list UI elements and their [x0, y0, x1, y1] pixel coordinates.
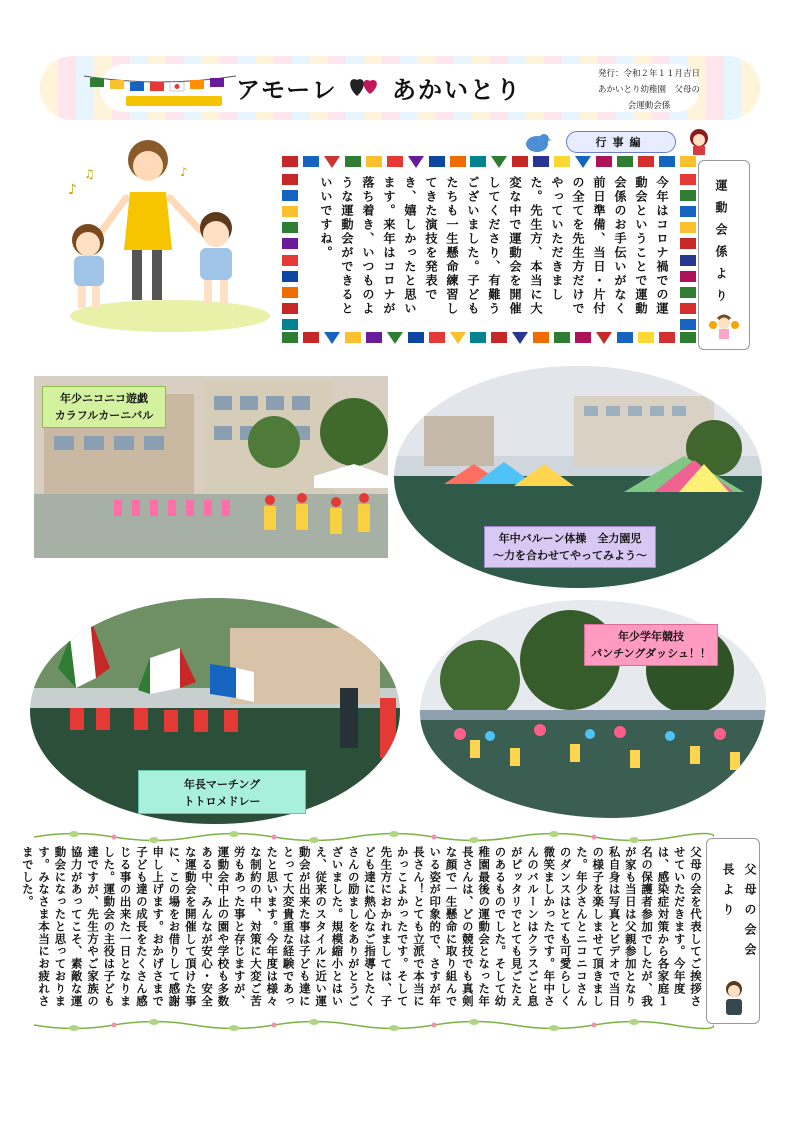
photo-caption-balloon: 年中バルーン体操 全力園児 〜力を合わせてやってみよう〜: [484, 526, 656, 568]
issue-info: [584, 66, 714, 114]
president-heading: 父母の会会長より: [721, 863, 757, 963]
issue-date: 発行：令和２年１１月吉日: [597, 69, 700, 79]
events-section-badge: 行事編: [566, 131, 676, 153]
mascot-bird-icon: [522, 130, 552, 154]
newsletter-title-left: アモーレ: [236, 76, 338, 104]
issue-committee: 会運動会係: [627, 101, 671, 111]
cheering-girl-icon: [709, 311, 739, 341]
sports-committee-heading-box: [698, 160, 750, 350]
photo-caption-carnival: 年少ニコニコ遊戯 カラフルカーニバル: [42, 386, 166, 428]
photo-caption-punching-dash: 年少学年競技 パンチングダッシュ！！: [584, 624, 718, 666]
vine-divider-bottom: [34, 1018, 714, 1032]
flag-column-right: [680, 174, 696, 330]
cheerleader-girl-icon: [684, 126, 714, 156]
svg-text:♪: ♪: [180, 165, 188, 179]
teacher-and-children-illustration: [60, 128, 270, 338]
sports-committee-heading: 運動会係より: [714, 179, 728, 311]
flag-row-top: [282, 156, 696, 172]
newsletter-title-right: あかいとり: [392, 76, 522, 104]
president-heading-box: [706, 838, 760, 1024]
svg-text:♪: ♪: [68, 182, 77, 198]
vine-divider-top: [34, 830, 714, 844]
double-heart-icon: [348, 74, 382, 98]
issue-publisher: あかいとり幼稚園 父母の: [597, 85, 700, 95]
president-article-body: 父母の会を代表してご挨拶させていただきます。今年度は、感染症対策から各家庭１名の保護者参加でしたが、我が家も当日は父親参加となり私自身は写真とビデオで当日の様子を楽しませて頂きました。年少さんとニコニコさんのダンスはとても可愛らしく微笑ましかったです。年中さんのバルーンはクラスごと息がピッタリでとても見ごたえのあるものでした。そして幼稚園最後の運動会となった年長さんは、どの競技でも真剣な顔で一生懸命に取り組んでいる姿が印象的で、さすが年長さん！とても立派で本当にかっこよかったです。そして先生方におかれましては、子ども達に熱心なご指導とたくさんの励ましをありがとうございました。規模縮小とはいえ、従来のスタイルに近い運動会が出来た事は子ども達にとって大変貴重な経験であったと思います。今年度は様々な制約の中、対策に大変ご苦労もあった事と存じますが、運動会中止の園や学校も多数ある中、みんなが安心・安全な運動会を開催して頂けた事に、この場をお借りして感謝申し上げます。おかげさまで子ども達の成長をたくさん感じる事の出来た一日となりました。運動会の主役は子ども達ですが、先生方やご家族の協力があってこそ、素敵な運動会になったと思っております。みなさま本当にお疲れさまでした。: [20, 846, 703, 1008]
photo-caption-marching: 年長マーチング トトロメドレー: [138, 770, 306, 814]
svg-text:♫: ♫: [84, 167, 95, 181]
sports-committee-article-body: 今年はコロナ禍での運動会ということで運動会係のお手伝いがなく前日準備、当日・片付の全てを先生方だけでやっていただきました。先生方、本当に大変な中で運動会を開催してくださり、有難うございました。子どもたちも一生懸命練習してきた演技を発表でき、嬉しかったと思います。来年はコロナが落ち着き、いつものような運動会ができるといいですね。: [319, 176, 669, 316]
president-avatar-icon: [719, 979, 749, 1019]
flag-row-bottom: [282, 332, 696, 348]
bunting-flags-icon: [80, 68, 240, 108]
flag-column-left: [282, 174, 298, 330]
